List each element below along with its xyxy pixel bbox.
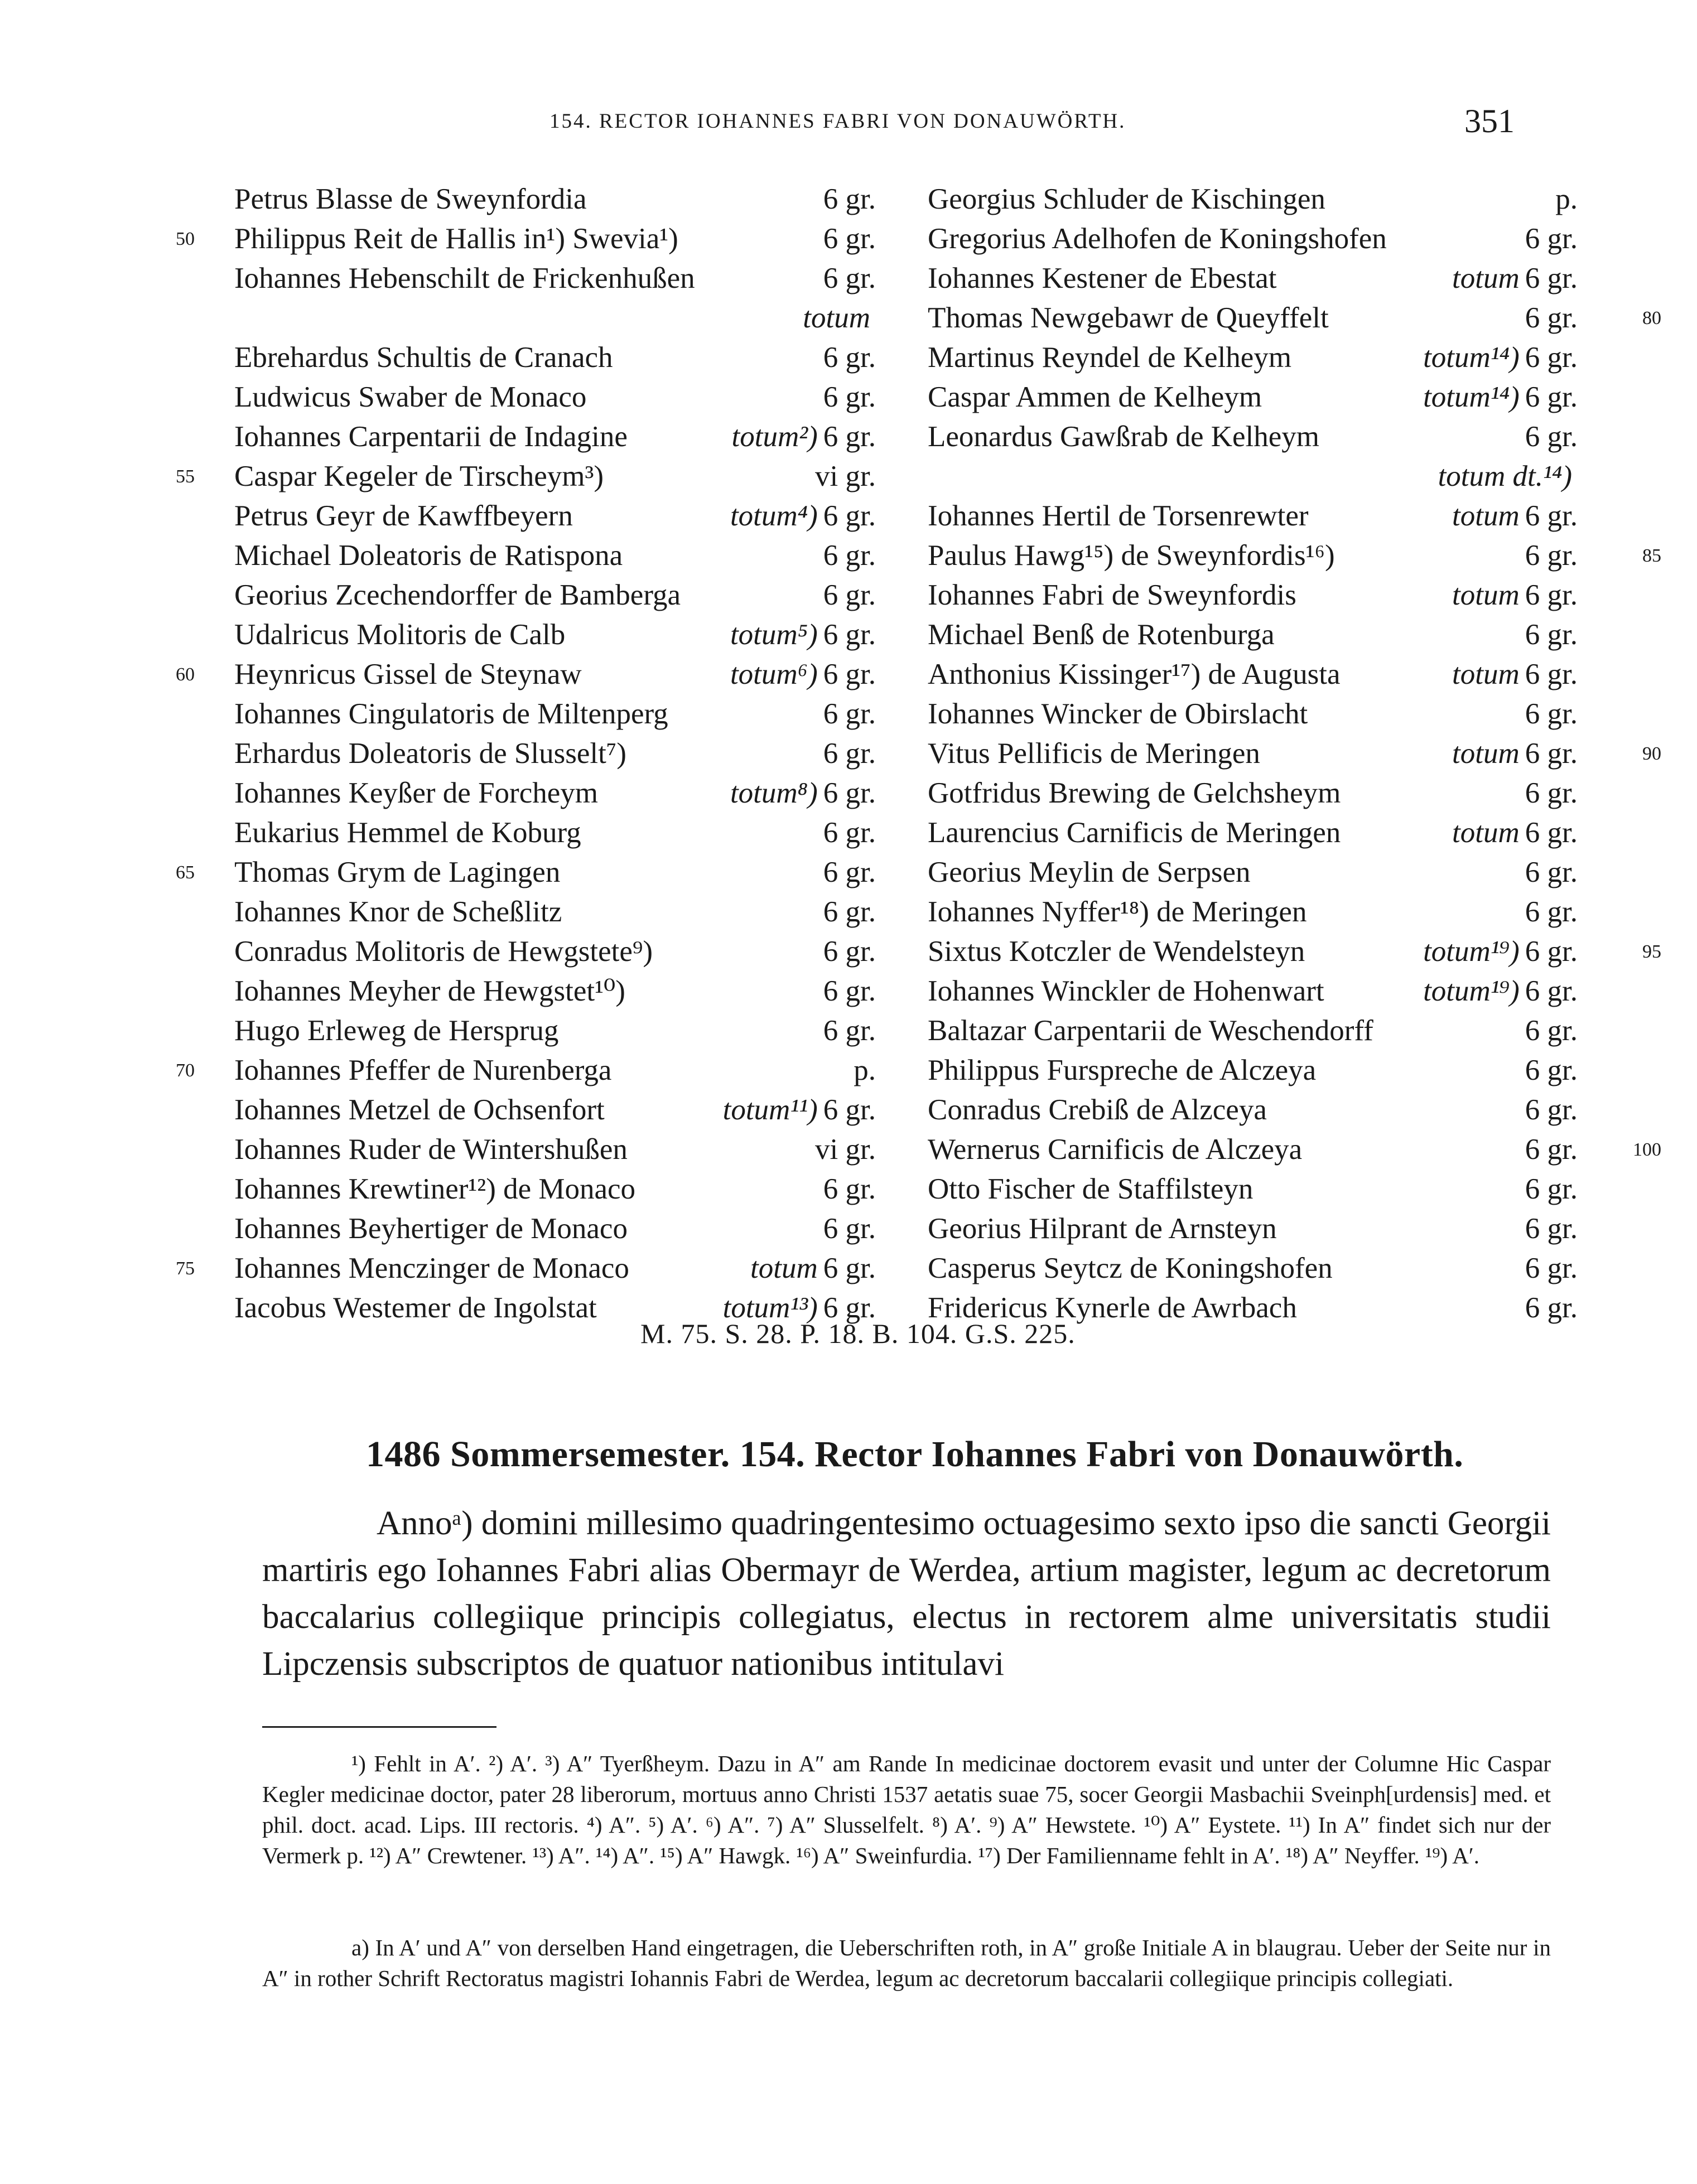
fee-note: totum¹⁴) [1423,341,1520,374]
fee-cell [1525,1130,1578,1170]
fee-amount: 6 gr. [1525,223,1578,255]
fee-cell [1525,417,1578,457]
fee-amount: 6 gr. [1525,262,1578,294]
fee-amount: 6 gr. [823,1252,876,1284]
list-item [234,932,876,972]
section-heading: 1486 Sommersemester. 154. Rector Iohannes Fabri von Donauwörth. [366,1434,1464,1475]
list-item [928,180,1578,219]
fee-cell [1452,655,1578,694]
student-name: Laurencius Carnificis de Meringen [928,816,1341,849]
list-item [234,1090,876,1130]
student-name: Iohannes Metzel de Ochsenfort [234,1094,605,1126]
list-item [176,655,876,694]
list-item [928,655,1578,694]
footnote-a-text: a) In A′ und A″ von derselben Hand eingetragen, die Ueberschriften roth, in A″ große Initiale A in blaugrau. Ueber der Seite nur in A″ in rother Schrift Rectoratus magistri Iohannis Fabri de Werdea, legum ac decretorum baccalarii collegiique principis collegiati. [262,1935,1551,1991]
student-name: Iohannes Meyher de Hewgstet¹⁰) [234,975,625,1007]
list-item [176,1249,876,1288]
fee-cell [1452,576,1578,615]
fee-cell [1525,1209,1578,1249]
student-name: Caspar Ammen de Kelheym [928,381,1262,413]
fee-amount: 6 gr. [823,935,876,968]
fee-amount: 6 gr. [823,975,876,1007]
fee-amount: 6 gr. [823,698,876,730]
fee-cell [1525,219,1578,259]
list-item [234,298,876,338]
fee-amount: 6 gr. [823,183,876,215]
fee-note: totum¹³) [722,1292,818,1324]
intro-paragraph [262,1500,1551,1688]
student-name: Hugo Erleweg de Hersprug [234,1014,559,1047]
fee-amount: 6 gr. [1525,816,1578,849]
line-number: 90 [1642,743,1661,764]
running-head: 154. RECTOR IOHANNES FABRI VON DONAUWÖRTH. [549,110,1126,133]
student-name: Sixtus Kotczler de Wendelsteyn [928,935,1305,968]
student-name: Michael Doleatoris de Ratispona [234,539,623,572]
fee-cell [1452,259,1578,298]
fee-cell [732,417,876,457]
list-item [928,1249,1578,1288]
line-number: 55 [176,466,195,487]
list-item [234,180,876,219]
student-name: Otto Fischer de Staffilsteyn [928,1173,1254,1205]
fee-cell [1525,1170,1578,1209]
list-item [234,615,876,655]
fee-amount: 6 gr. [1525,1173,1578,1205]
list-item [234,1130,876,1170]
fee-note: totum [1452,658,1520,690]
line-number: 50 [176,229,195,249]
fee-amount: 6 gr. [1525,341,1578,374]
student-name: Iacobus Westemer de Ingolstat [234,1292,597,1324]
fee-amount: 6 gr. [823,381,876,413]
list-item [234,338,876,378]
list-item [234,576,876,615]
student-name: Erhardus Doleatoris de Slusselt⁷) [234,737,626,770]
list-item [234,536,876,576]
fee-cell [730,774,876,813]
student-name: Heynricus Gissel de Steynaw [234,658,582,690]
fee-amount: 6 gr. [823,1292,876,1324]
fee-amount: 6 gr. [1525,1212,1578,1245]
footnotes-numbered [262,1748,1551,1871]
fee-cell [823,813,876,853]
fee-amount: p. [1555,183,1578,215]
student-name: Philippus Furspreche de Alczeya [928,1054,1317,1086]
fee-amount: 6 gr. [823,737,876,770]
student-name: Wernerus Carnificis de Alczeya [928,1133,1303,1166]
fee-note: totum¹⁹) [1423,975,1520,1007]
fee-cell [823,892,876,932]
fee-cell [1525,298,1578,338]
fee-cell [823,853,876,892]
student-name: Ludwicus Swaber de Monaco [234,381,587,413]
student-name: Leonardus Gawßrab de Kelheym [928,421,1319,453]
list-item [234,259,876,298]
student-name: Georius Meylin de Serpsen [928,856,1251,888]
line-number: 80 [1642,308,1661,328]
list-item [928,576,1578,615]
student-name: Ebrehardus Schultis de Cranach [234,341,613,374]
fee-amount: 6 gr. [1525,737,1578,770]
list-item [234,892,876,932]
fee-cell [823,694,876,734]
fee-cell [823,259,876,298]
list-item [234,1011,876,1051]
fee-cell [823,1011,876,1051]
list-item [176,457,876,496]
student-name: Conradus Molitoris de Hewgstete⁹) [234,935,653,968]
fee-note: totum [1452,579,1520,611]
fee-amount: 6 gr. [823,223,876,255]
fee-cell [823,378,876,417]
fee-amount: 6 gr. [823,262,876,294]
fee-amount: 6 gr. [823,341,876,374]
fee-cell [823,180,876,219]
student-name: Iohannes Keyßer de Forcheym [234,777,598,809]
list-item [928,615,1578,655]
list-item [234,734,876,774]
list-item [928,972,1578,1011]
list-item [928,853,1578,892]
line-number: 70 [176,1060,195,1081]
list-item [234,1209,876,1249]
fee-cell [823,536,876,576]
student-name: Michael Benß de Rotenburga [928,619,1275,651]
line-number: 95 [1642,941,1661,962]
list-item [928,734,1661,774]
matriculation-list-left [176,180,876,1328]
fee-amount: 6 gr. [1525,975,1578,1007]
fee-amount: 6 gr. [823,500,876,532]
fee-cell [1525,536,1578,576]
list-item [176,853,876,892]
student-name: Anthonius Kissinger¹⁷) de Augusta [928,658,1341,690]
list-item [928,496,1578,536]
fee-amount: 6 gr. [1525,1014,1578,1047]
list-item [928,892,1578,932]
fee-amount: 6 gr. [1525,856,1578,888]
fee-amount: 6 gr. [1525,1094,1578,1126]
student-name: Baltazar Carpentarii de Weschendorff [928,1014,1373,1047]
fee-amount: p. [854,1054,876,1086]
student-name: Vitus Pellificis de Meringen [928,737,1260,770]
fee-cell [1423,972,1578,1011]
fee-cell [823,932,876,972]
footnote-divider [262,1726,496,1728]
fee-cell [823,338,876,378]
footnotes-numbered-text: ¹) Fehlt in A′. ²) A′. ³) A″ Tyerßheym. Dazu in A″ am Rande In medicinae doctorem evasit und unter der Columne Hic Caspar Kegler medicinae doctor, pater 28 liberorum, mortuus anno Christi 1537 aetatis suae 75, socer Georgii Masbachii Sveinph[urdensis] med. et phil. doct. acad. Lips. III rectoris. ⁴) A″. ⁵) A′. ⁶) A″. ⁷) A″ Slusselfelt. ⁸) A′. ⁹) A″ Hewstete. ¹⁰) A″ Eystete. ¹¹) In A″ findet sich nur der Vermerk p. ¹²) A″ Crewtener. ¹³) A″. ¹⁴) A″. ¹⁵) A″ Hawgk. ¹⁶) A″ Sweinfurdia. ¹⁷) Der Familienname fehlt in A′. ¹⁸) A″ Neyffer. ¹⁹) A′. [262,1751,1551,1868]
student-name: Iohannes Menczinger de Monaco [234,1252,629,1284]
fee-cell [1525,1249,1578,1288]
fee-amount: 6 gr. [1525,539,1578,572]
fee-cell [823,734,876,774]
student-name: Gregorius Adelhofen de Koningshofen [928,223,1387,255]
fee-cell [1452,734,1578,774]
fee-amount: 6 gr. [823,539,876,572]
student-name: Iohannes Wincker de Obirslacht [928,698,1308,730]
fee-amount: 6 gr. [1525,381,1578,413]
line-number: 85 [1642,545,1661,566]
fee-amount: 6 gr. [1525,1292,1578,1324]
fee-amount: 6 gr. [823,619,876,651]
fee-cell [1452,813,1578,853]
list-item [176,219,876,259]
fee-cell [1525,694,1578,734]
fee-amount: 6 gr. [1525,896,1578,928]
list-item [928,932,1661,972]
fee-amount: 6 gr. [1525,698,1578,730]
fee-note: totum²) [731,421,818,453]
fee-amount: 6 gr. [1525,302,1578,334]
fee-amount: 6 gr. [823,1212,876,1245]
fee-cell [1438,457,1578,496]
student-name: Iohannes Knor de Scheßlitz [234,896,562,928]
fee-amount: 6 gr. [1525,1252,1578,1284]
student-name: Iohannes Cingulatoris de Miltenperg [234,698,668,730]
line-number: 100 [1633,1139,1661,1160]
fee-cell [1525,853,1578,892]
fee-cell [823,1209,876,1249]
fee-amount: vi gr. [815,1133,876,1166]
fee-cell [815,1130,876,1170]
student-name: Casperus Seytcz de Koningshofen [928,1252,1333,1284]
fee-note: totum [1452,816,1520,849]
student-name: Conradus Crebiß de Alzceya [928,1094,1267,1126]
fee-amount: 6 gr. [1525,777,1578,809]
fee-cell [823,576,876,615]
fee-cell [1525,1090,1578,1130]
fee-cell [803,298,876,338]
list-item [176,1051,876,1090]
list-item [928,219,1578,259]
fee-cell [1423,932,1578,972]
list-item [928,536,1661,576]
list-item [928,259,1578,298]
list-item [928,417,1578,457]
fee-note: totum⁴) [730,500,818,532]
student-name: Iohannes Hertil de Torsenrewter [928,500,1309,532]
list-item [928,1170,1578,1209]
fee-cell [1452,496,1578,536]
fee-cell [1423,378,1578,417]
student-name: Georius Hilprant de Arnsteyn [928,1212,1277,1245]
fee-note: totum¹⁴) [1423,381,1520,413]
fee-amount: 6 gr. [823,1173,876,1205]
fee-cell [1525,1011,1578,1051]
fee-cell [1525,774,1578,813]
line-number: 65 [176,862,195,883]
footnote-a [262,1932,1551,1994]
fee-amount: 6 gr. [1525,1133,1578,1166]
fee-cell [854,1051,876,1090]
list-item [234,378,876,417]
fee-amount: 6 gr. [1525,935,1578,968]
student-name: Iohannes Nyffer¹⁸) de Meringen [928,896,1307,928]
list-item [234,774,876,813]
line-number: 60 [176,664,195,685]
student-name: Georius Zcechendorffer de Bamberga [234,579,681,611]
list-item [928,338,1578,378]
fee-note: totum⁵) [730,619,818,651]
student-name: Petrus Blasse de Sweynfordia [234,183,587,215]
list-item [234,694,876,734]
fee-amount: 6 gr. [823,579,876,611]
student-name: Caspar Kegeler de Tirscheym³) [234,460,604,492]
list-item [234,496,876,536]
student-name: Gotfridus Brewing de Gelchsheym [928,777,1341,809]
fee-amount: 6 gr. [823,658,876,690]
student-name: Iohannes Ruder de Wintershußen [234,1133,628,1166]
fee-amount: 6 gr. [823,896,876,928]
fee-note: totum dt.¹⁴) [1438,460,1572,492]
matriculation-list-right [928,180,1661,1328]
fee-cell [730,615,876,655]
fee-note: totum [1452,262,1520,294]
fee-cell [1525,892,1578,932]
student-name: Iohannes Hebenschilt de Frickenhußen [234,262,695,294]
fee-amount: 6 gr. [823,856,876,888]
fee-cell [1525,1288,1578,1328]
student-name: Fridericus Kynerle de Awrbach [928,1292,1297,1324]
fee-note: totum¹⁹) [1423,935,1520,968]
fee-cell [1555,180,1578,219]
student-name: Thomas Newgebawr de Queyffelt [928,302,1329,334]
fee-amount: 6 gr. [823,1094,876,1126]
fee-amount: 6 gr. [1525,500,1578,532]
fee-cell [823,972,876,1011]
student-name: Iohannes Beyhertiger de Monaco [234,1212,628,1245]
fee-amount: 6 gr. [1525,658,1578,690]
fee-amount: 6 gr. [823,777,876,809]
fee-cell [815,457,876,496]
list-item [234,972,876,1011]
list-item [928,457,1578,496]
fee-note: totum⁸) [730,777,818,809]
student-name: Petrus Geyr de Kawffbeyern [234,500,573,532]
student-name: Iohannes Fabri de Sweynfordis [928,579,1296,611]
student-name: Paulus Hawg¹⁵) de Sweynfordis¹⁶) [928,539,1335,572]
list-item [928,813,1578,853]
list-item [928,694,1578,734]
fee-cell [730,496,876,536]
fee-cell [1525,615,1578,655]
fee-amount: 6 gr. [823,1014,876,1047]
list-item [928,1011,1578,1051]
list-item [928,1090,1578,1130]
fee-cell [1423,338,1578,378]
fee-amount: 6 gr. [1525,579,1578,611]
student-name: Martinus Reyndel de Kelheym [928,341,1292,374]
fee-cell [823,1170,876,1209]
student-name: Iohannes Carpentarii de Indagine [234,421,628,453]
fee-amount: 6 gr. [823,816,876,849]
fee-note: totum [1452,737,1520,770]
fee-note: totum¹¹) [722,1094,818,1126]
student-name: Philippus Reit de Hallis in¹) Swevia¹) [234,223,678,255]
list-item [234,1170,876,1209]
page-number: 351 [1464,103,1515,139]
intro-text: Annoᵃ) domini millesimo quadringentesimo octuagesimo sexto ipso die sancti Georgii martiris ego Iohannes Fabri alias Obermayr de Werdea, artium magister, legum ac decretorum baccalarius collegiique principis collegiatus, electus in rectorem alme universitatis studii Lipczensis subscriptos de quatuor nationibus intitulavi [262,1505,1551,1683]
fee-note: totum [750,1252,818,1284]
list-item [928,298,1661,338]
fee-amount: vi gr. [815,460,876,492]
fee-amount: 6 gr. [1525,421,1578,453]
fee-cell [1525,1051,1578,1090]
list-item [928,1051,1578,1090]
fee-amount: 6 gr. [1525,1054,1578,1086]
fee-cell [730,655,876,694]
student-name: Iohannes Kestener de Ebestat [928,262,1277,294]
totals-line: M. 75. S. 28. P. 18. B. 104. G.S. 225. [640,1318,1076,1349]
list-item [234,417,876,457]
fee-note: totum⁶) [730,658,818,690]
fee-note: totum [803,302,870,334]
line-number: 75 [176,1258,195,1279]
fee-amount: 6 gr. [823,421,876,453]
student-name: Iohannes Pfeffer de Nurenberga [234,1054,612,1086]
student-name: Eukarius Hemmel de Koburg [234,816,581,849]
student-name: Iohannes Krewtiner¹²) de Monaco [234,1173,636,1205]
fee-cell [723,1090,876,1130]
fee-note: totum [1452,500,1520,532]
list-item [234,813,876,853]
list-item [928,774,1578,813]
list-item [928,378,1578,417]
student-name: Udalricus Molitoris de Calb [234,619,566,651]
fee-cell [823,219,876,259]
fee-amount: 6 gr. [1525,619,1578,651]
student-name: Thomas Grym de Lagingen [234,856,561,888]
fee-cell [750,1249,876,1288]
list-item [928,1130,1661,1170]
student-name: Iohannes Winckler de Hohenwart [928,975,1324,1007]
list-item [928,1209,1578,1249]
student-name: Georgius Schluder de Kischingen [928,183,1325,215]
